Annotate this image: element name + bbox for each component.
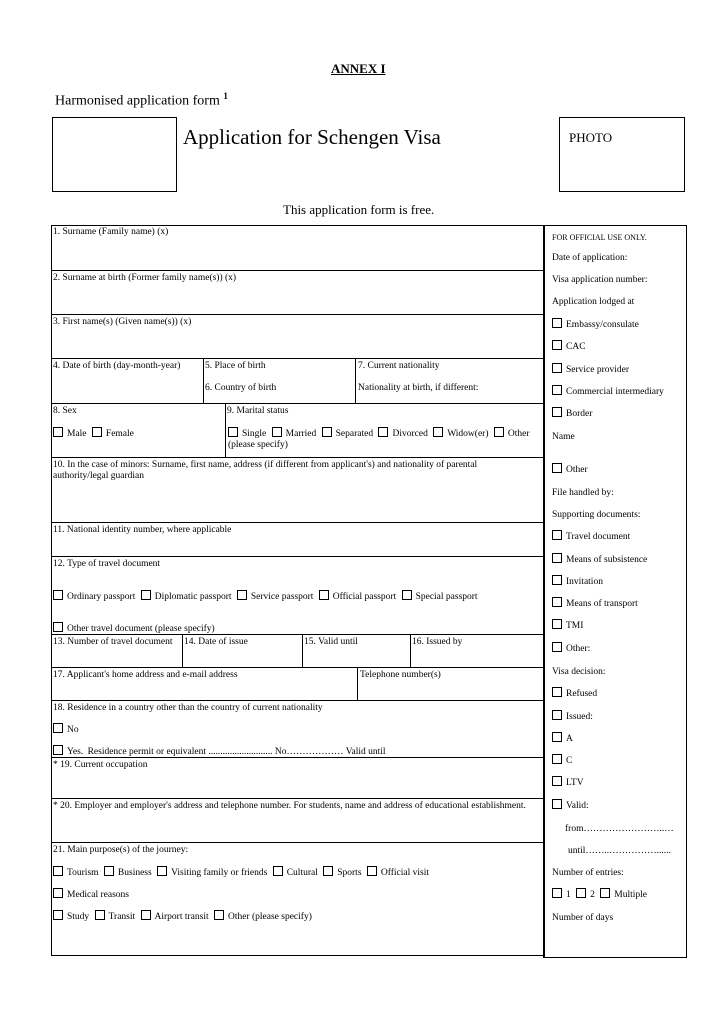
checkbox-doc-other[interactable] (552, 642, 562, 652)
official-decision-a (552, 732, 573, 745)
option-label: Multiple (614, 890, 647, 900)
field-surname-at-birth[interactable]: 2. Surname at birth (Former family name(s)) (x) (53, 273, 237, 283)
checkbox-sports[interactable] (323, 866, 333, 876)
official-doc-transport (552, 597, 638, 610)
marital-specify: (please specify) (228, 440, 288, 450)
official-heading: FOR OFFICIAL USE ONLY. (552, 233, 647, 242)
divider (182, 634, 183, 667)
divider (225, 403, 226, 457)
option-label: Issued: (566, 712, 593, 722)
photo-label: PHOTO (569, 130, 613, 145)
field-current-nationality[interactable]: 7. Current nationality (358, 361, 440, 371)
field-place-of-birth[interactable]: 5. Place of birth (205, 361, 266, 371)
field-date-of-issue[interactable]: 14. Date of issue (184, 637, 248, 647)
purpose-row-2 (53, 888, 129, 901)
official-valid-until[interactable]: until……..……………...... (568, 846, 671, 856)
official-name: Name (552, 432, 575, 442)
official-decision-issued (552, 710, 593, 723)
option-label: Ordinary passport (67, 592, 136, 602)
option-label: C (566, 756, 573, 766)
divider (357, 667, 358, 700)
official-doc-invitation (552, 575, 603, 588)
option-label: Other (please specify) (227, 912, 312, 922)
sex-options (53, 427, 137, 440)
option-label: Special passport (415, 592, 478, 602)
checkbox-service-passport[interactable] (237, 590, 247, 600)
option-label: Invitation (566, 577, 603, 587)
checkbox-business[interactable] (104, 866, 114, 876)
checkbox-visa-ltv[interactable] (552, 776, 562, 786)
option-label: Valid: (566, 801, 589, 811)
official-lodged-cac (552, 340, 586, 353)
field-minors-guardian[interactable]: 10. In the case of minors: Surname, first name, address (if different from applicant's) and nationality of parental (53, 460, 478, 470)
option-label: Other (566, 465, 588, 475)
option-label: Other travel document (please specify) (67, 624, 215, 634)
divider (302, 634, 303, 667)
checkbox-visiting[interactable] (157, 866, 167, 876)
option-label: Cultural (286, 868, 318, 878)
field-marital-label: 9. Marital status (227, 406, 289, 416)
checkbox-cultural[interactable] (273, 866, 283, 876)
official-doc-other (552, 642, 590, 655)
rule (51, 522, 543, 523)
rule (51, 314, 543, 315)
official-entries-options (552, 888, 647, 901)
rule (51, 457, 543, 458)
option-label: Other (507, 429, 530, 439)
option-label: Means of subsistence (566, 555, 648, 565)
option-label: Commercial intermediary (566, 387, 664, 397)
rule (51, 842, 543, 843)
option-label: Widow(er) (447, 429, 489, 439)
divider (355, 358, 356, 403)
photo-box (559, 117, 685, 192)
checkbox-issued[interactable] (552, 710, 562, 720)
field-residence: 18. Residence in a country other than the country of current nationality (53, 703, 323, 713)
checkbox-female[interactable] (92, 427, 102, 437)
option-label: Embassy/consulate (566, 320, 639, 330)
checkbox-official-passport[interactable] (319, 590, 329, 600)
checkbox-residence-yes[interactable] (53, 745, 63, 755)
checkbox-tourism[interactable] (53, 866, 63, 876)
checkbox-entries-2[interactable] (576, 888, 586, 898)
official-decision-refused (552, 687, 597, 700)
official-doc-tmi (552, 619, 583, 632)
checkbox-ordinary-passport[interactable] (53, 590, 63, 600)
official-visa-app-number: Visa application number: (552, 275, 648, 285)
checkbox-special-passport[interactable] (402, 590, 412, 600)
field-valid-until[interactable]: 15. Valid until (304, 637, 358, 647)
residence-yes-option (53, 745, 386, 758)
option-label: Medical reasons (67, 890, 129, 900)
divider (410, 634, 411, 667)
checkbox-doc-tmi[interactable] (552, 619, 562, 629)
rule (51, 667, 543, 668)
official-file-handled: File handled by: (552, 488, 614, 498)
official-decision-ltv (552, 776, 584, 789)
checkbox-single[interactable] (228, 427, 238, 437)
page-title: Application for Schengen Visa (183, 125, 441, 149)
option-label: No (67, 725, 79, 735)
checkbox-doc-travel[interactable] (552, 530, 562, 540)
checkbox-other-travel-doc[interactable] (53, 622, 63, 632)
checkbox-refused[interactable] (552, 687, 562, 697)
option-label: Transit (108, 912, 136, 922)
official-doc-subsistence (552, 553, 647, 566)
option-label: Married (285, 429, 317, 439)
option-label: Business (117, 868, 152, 878)
field-travel-doc-type: 12. Type of travel document (53, 559, 161, 569)
option-label: Male (67, 429, 87, 439)
option-label: 2 (590, 890, 595, 900)
option-label: Service provider (566, 365, 630, 375)
rule (51, 403, 543, 404)
checkbox-widower[interactable] (433, 427, 443, 437)
checkbox-entries-1[interactable] (552, 888, 562, 898)
option-label: CAC (566, 342, 586, 352)
residence-no-option (53, 723, 79, 736)
field-surname[interactable]: 1. Surname (Family name) (x) (53, 227, 169, 237)
field-purpose-label: 21. Main purpose(s) of the journey: (53, 845, 189, 855)
official-lodged-embassy (552, 318, 639, 331)
checkbox-diplomatic-passport[interactable] (141, 590, 151, 600)
field-date-of-birth[interactable]: 4. Date of birth (day-month-year) (53, 361, 181, 371)
official-number-of-days: Number of days (552, 913, 614, 923)
field-employer[interactable]: * 20. Employer and employer's address and telephone number. For students, name and address of educational establishment. (53, 801, 526, 811)
checkbox-official-other[interactable] (552, 463, 562, 473)
field-first-names[interactable]: 3. First name(s) (Given name(s)) (x) (53, 317, 192, 327)
option-label: Means of transport (566, 599, 638, 609)
option-label: Tourism (67, 868, 99, 878)
checkbox-official-visit[interactable] (367, 866, 377, 876)
field-telephone[interactable]: Telephone number(s) (360, 670, 441, 680)
checkbox-residence-no[interactable] (53, 723, 63, 733)
checkbox-airport-transit[interactable] (141, 910, 151, 920)
checkbox-entries-multiple[interactable] (600, 888, 610, 898)
checkbox-doc-subsistence[interactable] (552, 553, 562, 563)
checkbox-marital-other[interactable] (494, 427, 504, 437)
stamp-box (52, 117, 177, 192)
free-note: This application form is free. (283, 202, 435, 217)
option-label: Divorced (392, 429, 428, 439)
checkbox-service-provider[interactable] (552, 363, 562, 373)
field-current-occupation[interactable]: * 19. Current occupation (53, 760, 148, 770)
option-label: Other: (566, 644, 591, 654)
field-travel-doc-number[interactable]: 13. Number of travel document (53, 637, 173, 647)
official-lodged-at: Application lodged at (552, 297, 635, 307)
option-label: A (566, 734, 573, 744)
checkbox-medical[interactable] (53, 888, 63, 898)
option-label: Service passport (250, 592, 314, 602)
official-supporting-docs: Supporting documents: (552, 510, 641, 520)
option-label: Study (67, 912, 90, 922)
checkbox-cac[interactable] (552, 340, 562, 350)
official-lodged-service-provider (552, 363, 629, 376)
marital-options (228, 427, 530, 440)
option-label: Refused (566, 689, 598, 699)
field-country-of-birth[interactable]: 6. Country of birth (205, 383, 277, 393)
checkbox-visa-c[interactable] (552, 754, 562, 764)
official-lodged-border (552, 407, 592, 420)
checkbox-embassy[interactable] (552, 318, 562, 328)
checkbox-married[interactable] (272, 427, 282, 437)
rule (51, 798, 543, 799)
checkbox-study[interactable] (53, 910, 63, 920)
rule (51, 556, 543, 557)
official-lodged-commercial (552, 385, 664, 398)
field-sex-label: 8. Sex (53, 406, 77, 416)
option-label: Separated (335, 429, 374, 439)
checkbox-male[interactable] (53, 427, 63, 437)
rule (51, 700, 543, 701)
field-issued-by[interactable]: 16. Issued by (412, 637, 463, 647)
official-date-of-application: Date of application: (552, 253, 628, 263)
purpose-row-3 (53, 910, 312, 923)
official-entries-label: Number of entries: (552, 868, 624, 878)
option-label: Airport transit (154, 912, 209, 922)
divider (203, 358, 204, 403)
form-subtitle-text: Harmonised application form (55, 93, 220, 109)
rule (51, 270, 543, 271)
option-label: Single (242, 429, 267, 439)
official-doc-travel (552, 530, 630, 543)
checkbox-border[interactable] (552, 407, 562, 417)
checkbox-divorced[interactable] (378, 427, 388, 437)
checkbox-purpose-other[interactable] (214, 910, 224, 920)
option-label: Female (105, 429, 134, 439)
checkbox-doc-invitation[interactable] (552, 575, 562, 585)
field-home-address[interactable]: 17. Applicant's home address and e-mail address (53, 670, 238, 680)
form-subtitle (55, 91, 228, 110)
option-label: Yes. (67, 747, 84, 757)
checkbox-visa-a[interactable] (552, 732, 562, 742)
option-label: Travel document (566, 532, 631, 542)
option-label: Official passport (332, 592, 397, 602)
checkbox-doc-transport[interactable] (552, 597, 562, 607)
residence-permit-detail: Residence permit or equivalent ........................... No……………… Valid until (87, 747, 386, 757)
official-decision-c (552, 754, 572, 767)
annex-heading: ANNEX I (331, 61, 386, 76)
checkbox-valid[interactable] (552, 799, 562, 809)
checkbox-commercial-intermediary[interactable] (552, 385, 562, 395)
checkbox-separated[interactable] (322, 427, 332, 437)
field-nationality-at-birth[interactable]: Nationality at birth, if different: (358, 383, 479, 393)
footnote-mark: 1 (223, 91, 228, 101)
option-label: Diplomatic passport (154, 592, 232, 602)
option-label: Border (566, 409, 593, 419)
option-label: Sports (337, 868, 362, 878)
rule (51, 358, 543, 359)
option-label: TMI (566, 621, 584, 631)
purpose-row-1 (53, 866, 429, 879)
official-visa-decision: Visa decision: (552, 667, 606, 677)
travel-doc-options (53, 590, 478, 603)
other-travel-doc (53, 622, 215, 635)
official-decision-valid (552, 799, 589, 812)
official-other (552, 463, 588, 476)
option-label: Official visit (380, 868, 430, 878)
checkbox-transit[interactable] (95, 910, 105, 920)
field-minors-guardian-cont: authority/legal guardian (53, 471, 145, 481)
official-valid-from[interactable]: from……………………..… (565, 824, 674, 834)
option-label: Visiting family or friends (171, 868, 268, 878)
field-national-id[interactable]: 11. National identity number, where applicable (53, 525, 232, 535)
option-label: LTV (566, 778, 584, 788)
option-label: 1 (566, 890, 571, 900)
